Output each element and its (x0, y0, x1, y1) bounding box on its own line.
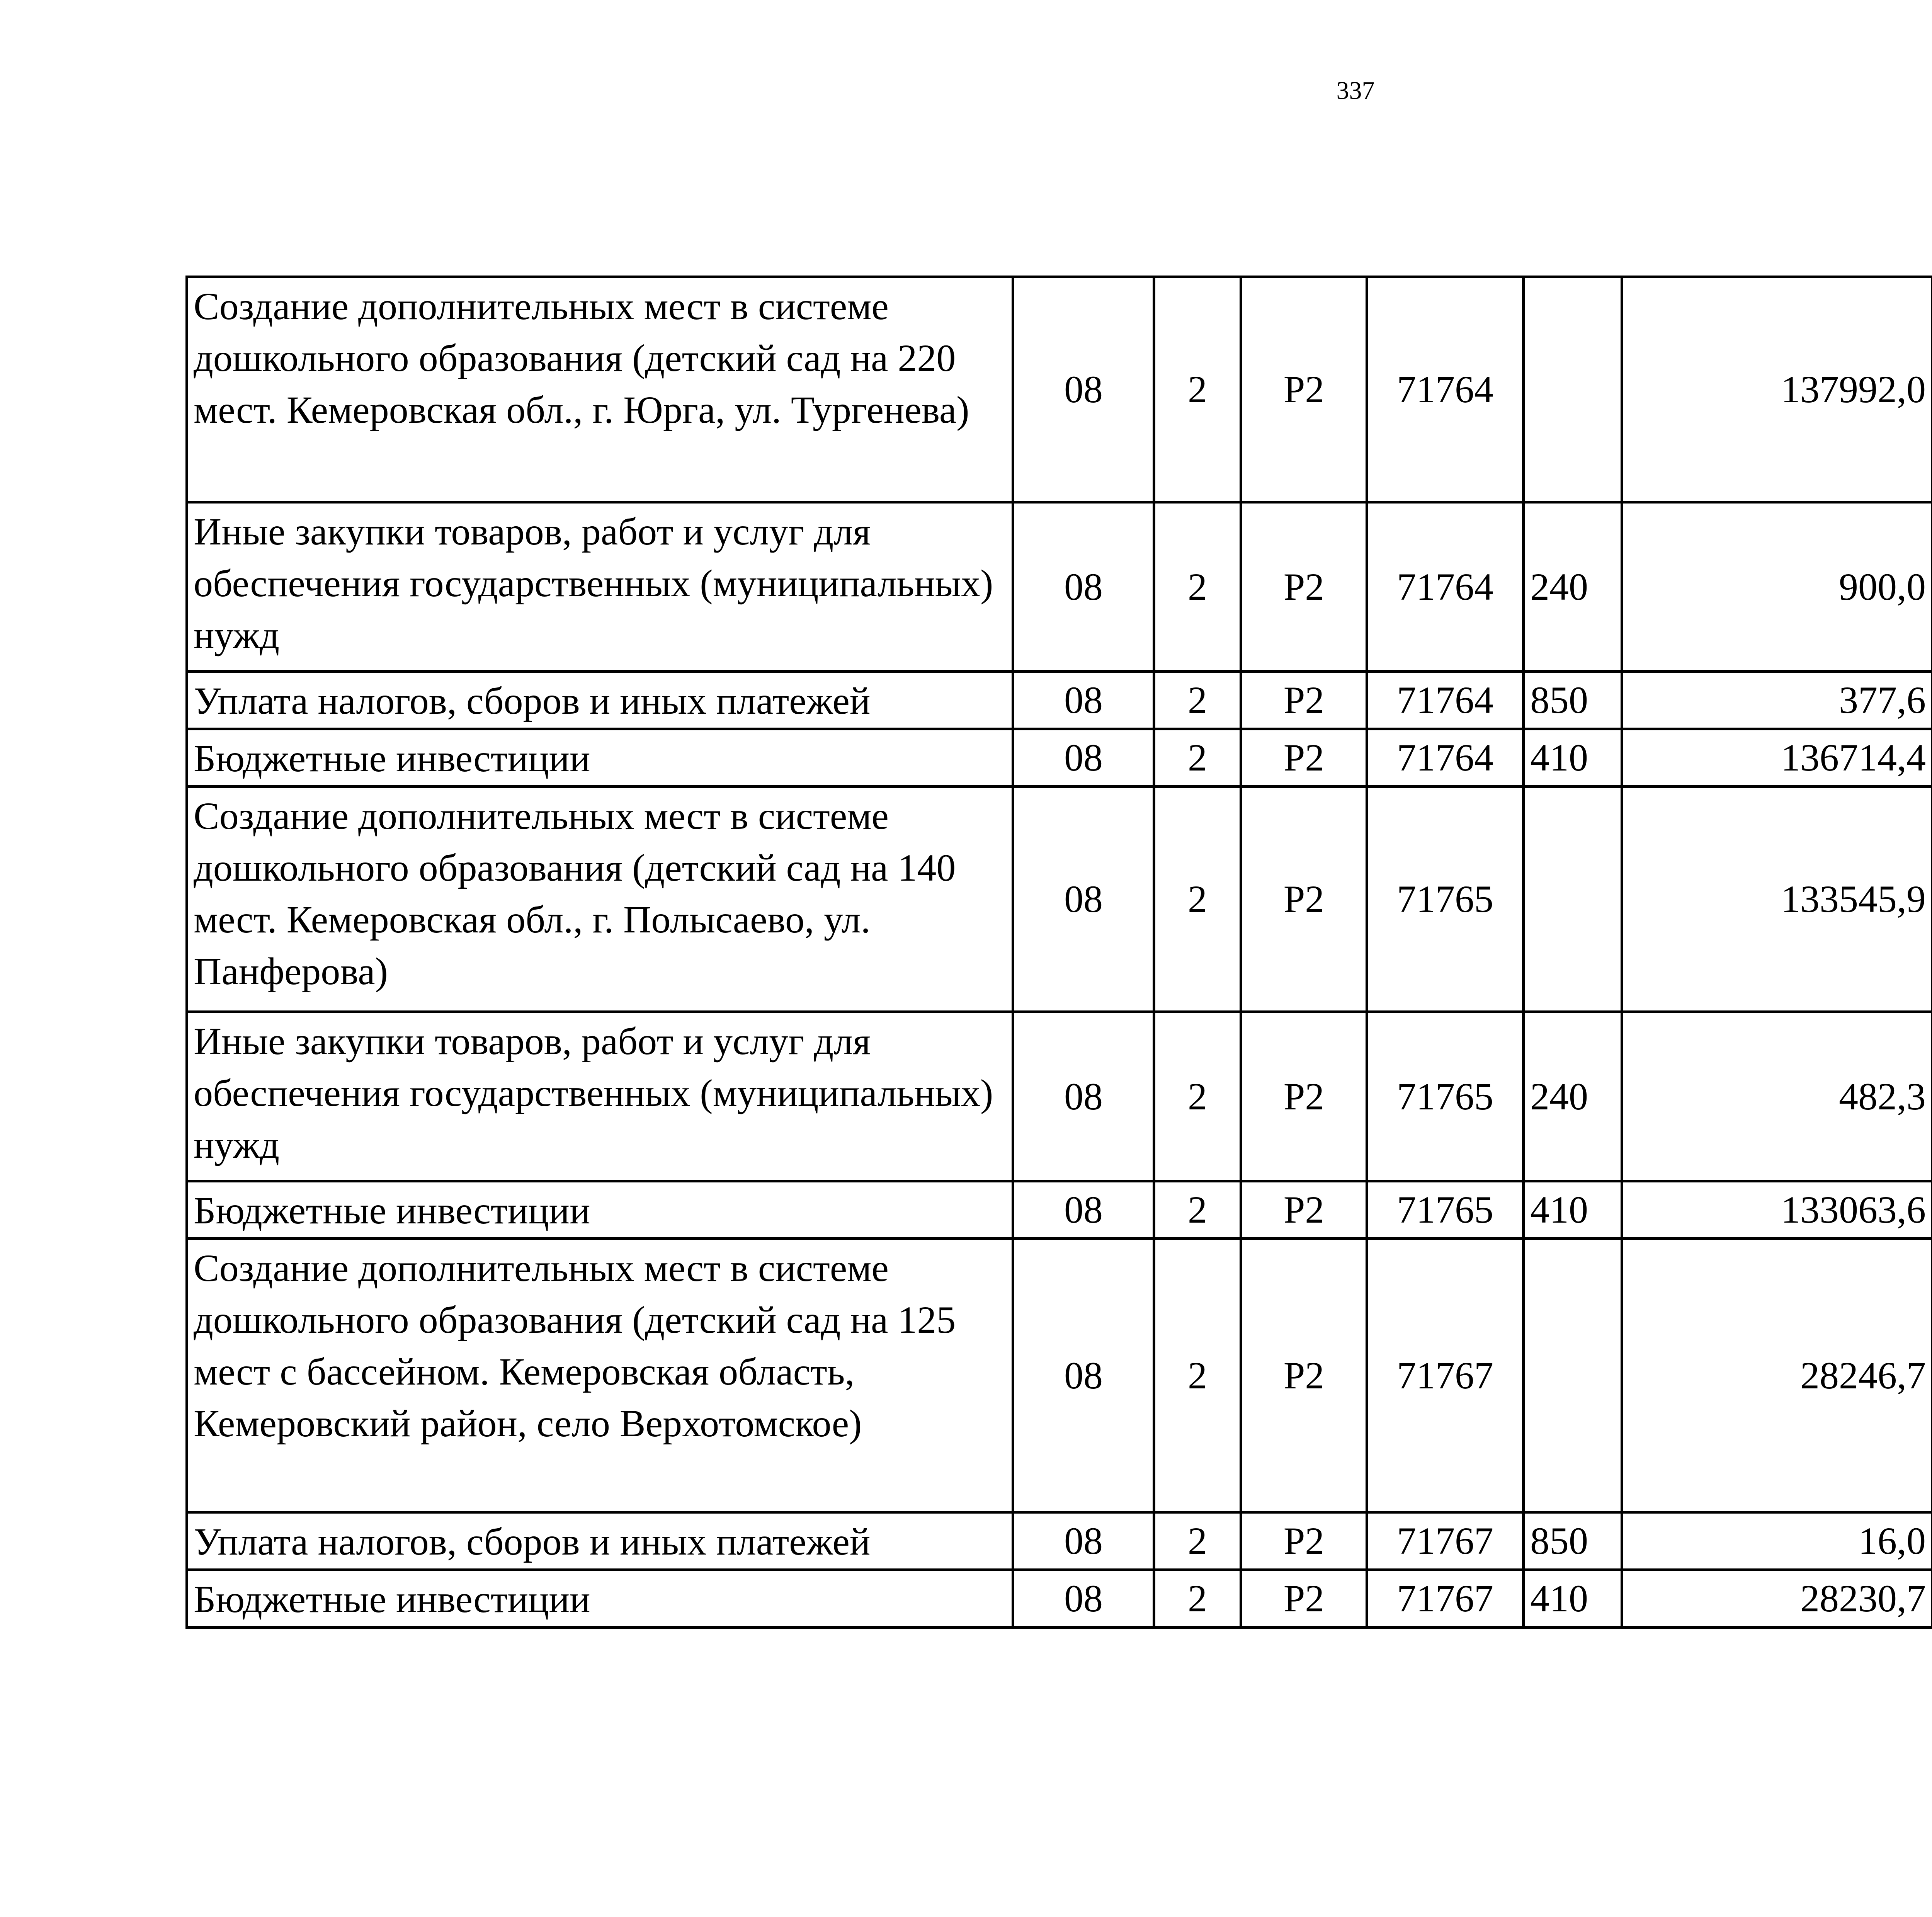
table-row (187, 729, 1932, 787)
program-code: 2 (1154, 1570, 1241, 1628)
target-code: 71764 (1367, 729, 1524, 787)
target-code: 71764 (1367, 672, 1524, 729)
row-name: Бюджетные инвестиции (187, 1181, 1013, 1239)
amount: 377,6 (1622, 672, 1932, 729)
project-code: P2 (1241, 1012, 1367, 1181)
program-code: 2 (1154, 1512, 1241, 1570)
amount: 137992,0 (1622, 277, 1932, 502)
expense-type: 850 (1524, 1512, 1622, 1570)
target-code: 71764 (1367, 502, 1524, 672)
expense-type: 410 (1524, 1181, 1622, 1239)
row-name: Бюджетные инвестиции (187, 729, 1013, 787)
program-code: 2 (1154, 502, 1241, 672)
project-code: P2 (1241, 277, 1367, 502)
expense-type (1524, 1239, 1622, 1512)
row-name: Создание дополнительных мест в системе дошкольного образования (детский сад на 220 мест. Кемеровская обл., г. Юрга, ул. Тургенева) (187, 277, 1013, 502)
section-code: 08 (1013, 1012, 1154, 1181)
target-code: 71767 (1367, 1512, 1524, 1570)
project-code: P2 (1241, 1239, 1367, 1512)
expense-type: 410 (1524, 1570, 1622, 1628)
project-code: P2 (1241, 1570, 1367, 1628)
section-code: 08 (1013, 1181, 1154, 1239)
section-code: 08 (1013, 277, 1154, 502)
amount: 133063,6 (1622, 1181, 1932, 1239)
table-row (187, 1239, 1932, 1512)
budget-table (185, 276, 1932, 1629)
row-name: Иные закупки товаров, работ и услуг для обеспечения государственных (муниципальных) нужд (187, 502, 1013, 672)
section-code: 08 (1013, 672, 1154, 729)
amount: 28230,7 (1622, 1570, 1932, 1628)
program-code: 2 (1154, 1239, 1241, 1512)
amount: 16,0 (1622, 1512, 1932, 1570)
row-name: Уплата налогов, сборов и иных платежей (187, 1512, 1013, 1570)
program-code: 2 (1154, 729, 1241, 787)
project-code: P2 (1241, 1181, 1367, 1239)
section-code: 08 (1013, 787, 1154, 1012)
table-row (187, 672, 1932, 729)
project-code: P2 (1241, 672, 1367, 729)
expense-type: 240 (1524, 1012, 1622, 1181)
project-code: P2 (1241, 1512, 1367, 1570)
program-code: 2 (1154, 787, 1241, 1012)
table-row (187, 1512, 1932, 1570)
amount: 28246,7 (1622, 1239, 1932, 1512)
row-name: Иные закупки товаров, работ и услуг для обеспечения государственных (муниципальных) нужд (187, 1012, 1013, 1181)
section-code: 08 (1013, 1239, 1154, 1512)
table-row (187, 502, 1932, 672)
table-row (187, 1570, 1932, 1628)
target-code: 71767 (1367, 1239, 1524, 1512)
target-code: 71765 (1367, 1181, 1524, 1239)
program-code: 2 (1154, 1012, 1241, 1181)
expense-type (1524, 277, 1622, 502)
page-number: 337 (1336, 77, 1375, 105)
amount: 133545,9 (1622, 787, 1932, 1012)
amount: 900,0 (1622, 502, 1932, 672)
row-name: Создание дополнительных мест в системе дошкольного образования (детский сад на 125 мест с бассейном. Кемеровская область, Кемеровский район, село Верхотомское) (187, 1239, 1013, 1512)
expense-type (1524, 787, 1622, 1012)
target-code: 71765 (1367, 1012, 1524, 1181)
row-name: Создание дополнительных мест в системе дошкольного образования (детский сад на 140 мест. Кемеровская обл., г. Полысаево, ул. Панферова) (187, 787, 1013, 1012)
program-code: 2 (1154, 672, 1241, 729)
row-name: Уплата налогов, сборов и иных платежей (187, 672, 1013, 729)
program-code: 2 (1154, 1181, 1241, 1239)
section-code: 08 (1013, 1570, 1154, 1628)
expense-type: 410 (1524, 729, 1622, 787)
expense-type: 850 (1524, 672, 1622, 729)
amount: 136714,4 (1622, 729, 1932, 787)
target-code: 71767 (1367, 1570, 1524, 1628)
amount: 482,3 (1622, 1012, 1932, 1181)
target-code: 71765 (1367, 787, 1524, 1012)
project-code: P2 (1241, 729, 1367, 787)
section-code: 08 (1013, 502, 1154, 672)
table-row (187, 787, 1932, 1012)
project-code: P2 (1241, 787, 1367, 1012)
expense-type: 240 (1524, 502, 1622, 672)
program-code: 2 (1154, 277, 1241, 502)
project-code: P2 (1241, 502, 1367, 672)
table-row (187, 1012, 1932, 1181)
row-name: Бюджетные инвестиции (187, 1570, 1013, 1628)
table-row (187, 277, 1932, 502)
section-code: 08 (1013, 1512, 1154, 1570)
target-code: 71764 (1367, 277, 1524, 502)
section-code: 08 (1013, 729, 1154, 787)
table-row (187, 1181, 1932, 1239)
